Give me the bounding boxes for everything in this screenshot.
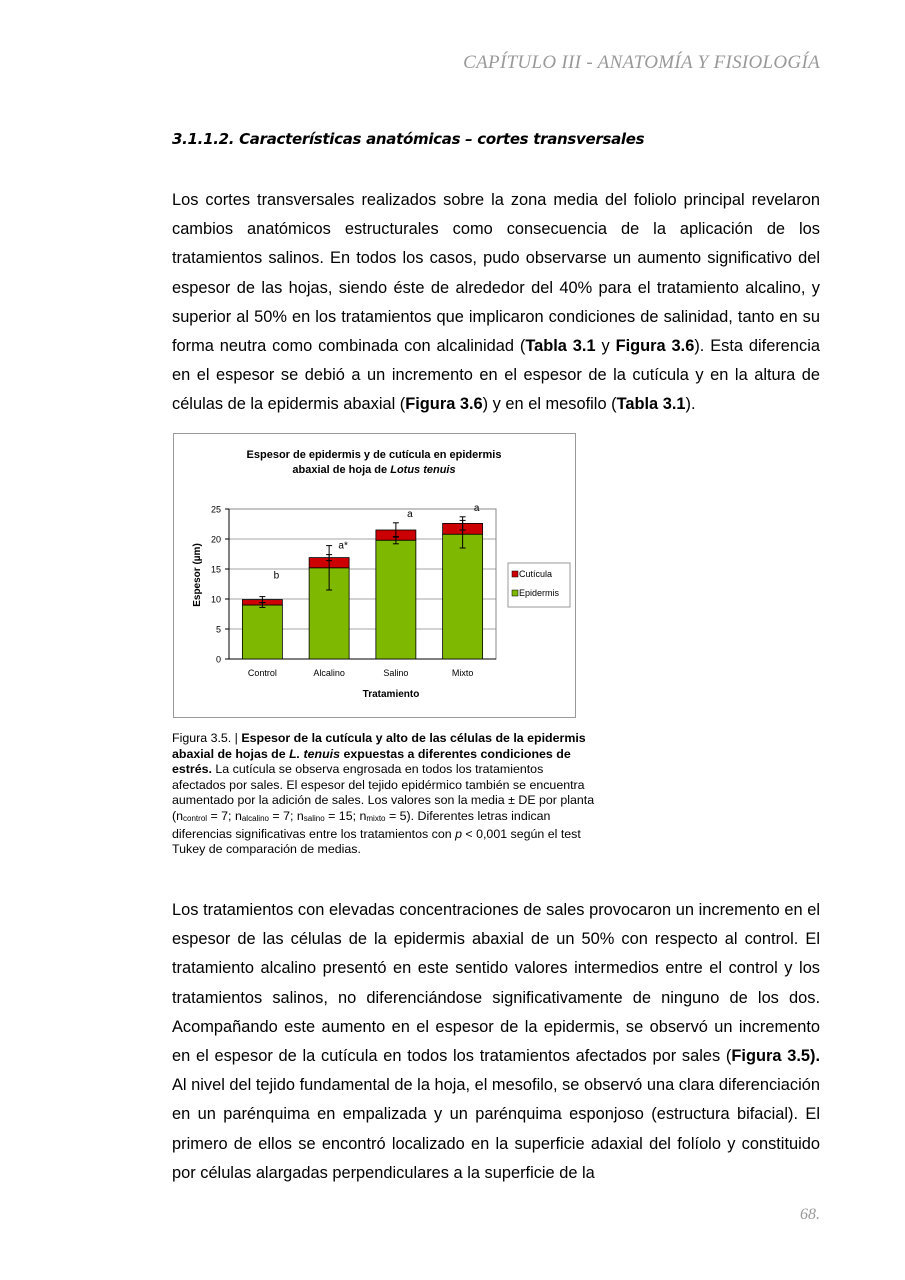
chart-figure xyxy=(173,433,576,718)
body-text: ). xyxy=(685,395,696,414)
caption-species: L. tenuis xyxy=(289,746,341,761)
y-tick-label: 5 xyxy=(215,624,221,635)
x-axis-label: Tratamiento xyxy=(362,689,420,700)
y-tick-label: 0 xyxy=(215,654,221,665)
y-tick-label: 25 xyxy=(210,504,221,515)
chart-title-line1: Espesor de epidermis y de cutícula en epidermis xyxy=(246,449,502,461)
chart-svg xyxy=(174,434,575,717)
reference-text: Figura 3.5). xyxy=(731,1047,820,1066)
legend-label-epidermis: Epidermis xyxy=(519,588,560,598)
caption-text: = 5). Diferentes letras indican diferencias significativas entre los tratamientos con xyxy=(172,808,551,841)
bar-epidermis xyxy=(376,540,416,659)
significance-letter: b xyxy=(273,570,280,582)
bar-epidermis xyxy=(443,534,483,659)
section-heading: 3.1.1.2. Características anatómicas – cortes transversales xyxy=(172,130,645,148)
y-tick-label: 10 xyxy=(210,594,221,605)
body-text: y xyxy=(595,337,616,356)
paragraph-2 xyxy=(172,896,820,1188)
caption-title: Espesor de la cutícula y alto de las células de la epidermis abaxial de hojas de xyxy=(172,731,586,761)
caption-sub: mixto xyxy=(366,813,386,823)
chapter-header: CAPÍTULO III - ANATOMÍA Y FISIOLOGÍA xyxy=(463,52,820,73)
body-text: Al nivel del tejido fundamental de la hoja, el mesofilo, se observó una clara diferenciación en un parénquima en empalizada y un parénquima esponjoso (estructura bifacial). El primero de ellos se encontró localizado en la superficie adaxial del folíolo y constituido por células alargadas perpendiculares a la superficie de la xyxy=(172,1076,820,1182)
body-text: ) y en el mesofilo ( xyxy=(482,395,617,414)
caption-text: = 7; n xyxy=(268,808,304,823)
chart-title-line2: abaxial de hoja de Lotus tenuis xyxy=(292,464,456,476)
caption-sub: alcalino xyxy=(241,813,269,823)
caption-title-end: expuestas a diferentes condiciones de estrés. xyxy=(172,746,571,777)
figure-caption xyxy=(172,731,597,858)
body-text: ). Esta diferencia en el espesor se debió a un incremento en el espesor de la cutícula y en la altura de células de la epidermis abaxial ( xyxy=(172,337,820,414)
x-tick-label: Control xyxy=(247,668,277,678)
legend-label-cuticula: Cutícula xyxy=(519,569,553,579)
body-text: Los tratamientos con elevadas concentraciones de sales provocaron un incremento en el espesor de las células de la epidermis abaxial de un 50% con respecto al control. El tratamiento alcalino presentó en este sentido valores intermedios entre el control y los tratamientos salinos, no diferenciándose significativamente de ninguno de los dos. Acompañando este aumento en el espesor de la epidermis, se observó un incremento en el espesor de la cutícula en todos los tratamientos afectados por sales ( xyxy=(172,901,820,1066)
reference-text: Figura 3.6 xyxy=(405,395,483,414)
y-tick-label: 20 xyxy=(210,534,221,545)
caption-p: p xyxy=(455,826,462,841)
significance-letter: a xyxy=(407,508,413,520)
legend xyxy=(508,563,570,607)
page-number: 68. xyxy=(800,1206,820,1223)
reference-text: Figura 3.6 xyxy=(615,337,695,356)
caption-label: Figura 3.5. | xyxy=(172,731,242,745)
caption-text: < 0,001 según el test Tukey de comparación de medias. xyxy=(172,826,581,857)
caption-sub: control xyxy=(183,813,208,823)
caption-text: = 15; n xyxy=(324,808,367,823)
y-tick-label: 15 xyxy=(210,564,221,575)
x-tick-label: Salino xyxy=(383,668,409,678)
caption-sub: salino xyxy=(303,813,325,823)
body-text: Los cortes transversales realizados sobre la zona media del foliolo principal revelaron cambios anatómicos estructurales como consecuencia de la aplicación de los tratamientos salinos. En todos los casos, pudo observarse un aumento significativo del espesor de las hojas, siendo éste de alrededor del 40% para el tratamiento alcalino, y superior al 50% en los tratamientos que implicaron condiciones de salinidad, tanto en su forma neutra como combinada con alcalinidad ( xyxy=(172,191,820,356)
reference-text: Tabla 3.1 xyxy=(616,395,686,414)
reference-text: Tabla 3.1 xyxy=(525,337,596,356)
legend-swatch-cuticula xyxy=(512,571,518,577)
caption-text: La cutícula se observa engrosada en todos los tratamientos afectados por sales. El espesor del tejido epidérmico también se encuentra aumentado por la adición de sales. Los valores son la media ± DE por planta (n xyxy=(172,762,595,823)
y-axis-label: Espesor (µm) xyxy=(192,543,203,607)
bar-epidermis xyxy=(242,605,282,659)
significance-letter: a xyxy=(473,502,480,514)
x-tick-label: Alcalino xyxy=(313,668,345,678)
legend-swatch-epidermis xyxy=(512,590,518,596)
caption-text: = 7; n xyxy=(207,808,242,823)
x-tick-label: Mixto xyxy=(451,668,474,678)
paragraph-1 xyxy=(172,186,820,420)
significance-letter: a* xyxy=(338,540,348,552)
